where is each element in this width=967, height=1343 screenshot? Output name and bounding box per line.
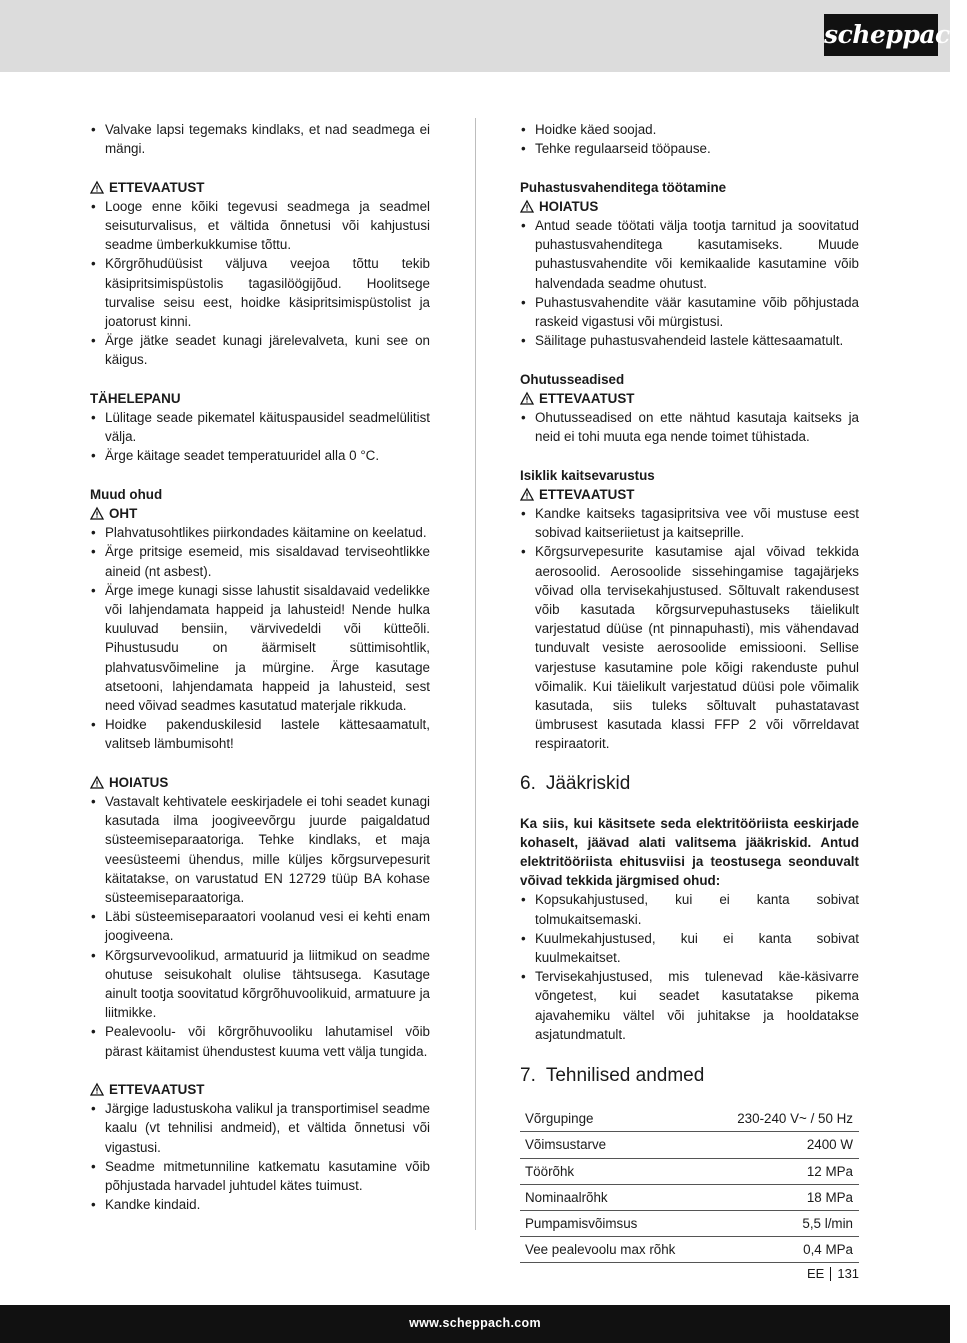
list-item: • Ärge käitage seadet temperatuuridel alla 0 °C. — [90, 446, 430, 465]
list-item: • Kandke kindaid. — [90, 1195, 430, 1214]
list-item: • Plahvatusohtlikes piirkondades käitamine on keelatud. — [90, 523, 430, 542]
section-title-technical-data: 7. Tehnilised andmed — [520, 1065, 705, 1087]
list-item: • Järgige ladustuskoha valikul ja transportimisel seadme kaalu (vt tehnilisi andmeid), et vältida õnnetusi või vigastusi. — [90, 1099, 430, 1157]
caution-list — [90, 197, 430, 370]
spec-label: Nominaalrõhk — [520, 1184, 710, 1210]
technical-data-table — [520, 1106, 859, 1263]
spec-value: 2400 W — [710, 1132, 859, 1158]
spec-label: Vee pealevoolu max rõhk — [520, 1237, 710, 1263]
list-item: • Puhastusvahendite väär kasutamine võib põhjustada raskeid vigastusi või mürgistusi. — [520, 293, 859, 331]
caution-heading: ETTEVAATUST — [90, 1080, 430, 1099]
list-item: • Säilitage puhastusvahendeid lastele kättesaamatult. — [520, 331, 859, 350]
list-item: • Tervisekahjustused, mis tulenevad käe-käsivarre võngetest, kui seadet kasutatakse pikema ajavahemiku vältel või juhitakse ja hooldatakse asjatundmatult. — [520, 967, 859, 1044]
spec-value: 230-240 V~ / 50 Hz — [710, 1106, 859, 1132]
list-item: • Kuulmekahjustused, kui ei kanta sobivat kuulmekaitset. — [520, 929, 859, 967]
spec-value: 12 MPa — [710, 1158, 859, 1184]
caution-heading: ETTEVAATUST — [90, 178, 430, 197]
spec-label: Võrgupinge — [520, 1106, 710, 1132]
list-item: • Valvake lapsi tegemaks kindlaks, et nad seadmega ei mängi. — [90, 120, 430, 158]
list-item: • Hoidke käed soojad. — [520, 120, 859, 139]
list-item: • Tehke regulaarseid tööpause. — [520, 139, 859, 158]
notice-heading: TÄHELEPANU — [90, 390, 181, 406]
scheppach-logo: scheppach — [824, 14, 938, 56]
page-header — [0, 0, 967, 72]
warning-triangle-icon — [90, 1083, 104, 1096]
spec-label: Pumpamisvõimsus — [520, 1210, 710, 1236]
table-row — [520, 1132, 859, 1158]
list-item: • Läbi süsteemiseparaatori voolanud vesi ei kehti enam joogiveena. — [90, 907, 430, 945]
website-url[interactable]: www.scheppach.com — [409, 1316, 541, 1330]
list-item: • Kõrgrõhudüüsist väljuva veejoa tõttu tekib käsipritsimispüstolis tagasilöögijõud. Hoolitsege turvalise seisu eest, hoidke käsipritsimispüstolist ja joatorust kinni. — [90, 254, 430, 331]
ppe-list — [520, 504, 859, 754]
danger-list — [90, 523, 430, 753]
table-row — [520, 1237, 859, 1263]
spec-label: Töörõhk — [520, 1158, 710, 1184]
list-item: • Hoidke pakenduskilesid lastele kättesaamatult, valitseb lämbumisoht! — [90, 715, 430, 753]
column-divider — [475, 118, 476, 1230]
list-item: • Kopsukahjustused, kui ei kanta sobivat tolmukaitsemaski. — [520, 890, 859, 928]
intro-list — [90, 120, 430, 158]
list-item: • Ärge imege kunagi sisse lahustit sisaldavaid vedelikke või lahjendamata happeid ja lahusteid! Nende hulka kuuluvad bensiin, värvivedeldi või kütteõli. Pihustusudu on äärmiselt süttimisohtlik, plahvatusvõimeline ja mürgine. Ärge kasutage atsetooni, lahjendamata happeid ja lahusteid, sest need võivad seadmes kasutatud materjale rikkuda. — [90, 581, 430, 715]
cleaning-list — [520, 216, 859, 350]
intro-list — [520, 120, 859, 158]
spec-value: 5,5 l/min — [710, 1210, 859, 1236]
spec-value: 0,4 MPa — [710, 1237, 859, 1263]
list-item: • Seadme mitmetunniline katkematu kasutamine võib põhjustada harvadel juhtudel kätes tuimust. — [90, 1157, 430, 1195]
ppe-heading: Isiklik kaitsevarustus — [520, 467, 655, 483]
cleaning-heading: Puhastusvahenditega töötamine — [520, 179, 727, 195]
warning-list — [90, 792, 430, 1061]
caution-heading: ETTEVAATUST — [520, 389, 859, 408]
section-title-residual-risks: 6. Jääkriskid — [520, 772, 631, 794]
list-item: • Looge enne kõiki tegevusi seadmega ja seadmel seisuturvalisus, et vältida õnnetusi või kahjustusi seadme ümberkukkumise tõttu. — [90, 197, 430, 255]
notice-list — [90, 408, 430, 466]
list-item: • Kõrgsurvepesurite kasutamise ajal võivad tekkida aerosoolid. Aerosoolide sissehingamise tagajärjeks võivad olla tervisekahjustused. Sõltuvalt rakendusest võib kasutada kõrgsurvepuhastuseks täielikult varjestatud düüse (nt pinnapuhasti), mis vähendavad tunduvalt vesiste aerosoolide emissiooni. Sellise varjestuse kasutamine pole kõigi rakenduste puhul võimalik. Kui täielikult varjestatud düüsi pole võimalik kasutada, siis tuleks sõltuvalt puhastatavast ümbrusest kasutada klassi FFP 2 või võrreldavat respiraatorit. — [520, 542, 859, 753]
list-item: • Kandke kaitseks tagasipritsiva vee või mustuse eest sobivad kaitseriietust ja kaitseprille. — [520, 504, 859, 542]
residual-risks-intro: Ka siis, kui käsitsete seda elektritööriista eeskirjade kohaselt, jäävad alati valitsema jääkriskid. Antud elektritööriista ehitusviisi ja teostusega seonduvalt võivad tekkida järgmised ohud: — [520, 815, 859, 889]
warning-triangle-icon — [90, 507, 104, 520]
other-hazards-heading: Muud ohud — [90, 486, 163, 502]
table-row — [520, 1210, 859, 1236]
spec-label: Võimsustarve — [520, 1132, 710, 1158]
list-item: • Ärge pritsige esemeid, mis sisaldavad terviseohtlikke aineid (nt asbest). — [90, 542, 430, 580]
spec-value: 18 MPa — [710, 1184, 859, 1210]
warning-triangle-icon — [520, 200, 534, 213]
page-number: EE 131 — [807, 1266, 860, 1281]
list-item: • Ärge jätke seadet kunagi järelevalveta, kuni see on käigus. — [90, 331, 430, 369]
caution-list — [90, 1099, 430, 1214]
danger-heading: OHT — [90, 504, 430, 523]
table-row — [520, 1106, 859, 1132]
warning-triangle-icon — [520, 392, 534, 405]
table-row — [520, 1158, 859, 1184]
list-item: • Antud seade töötati välja tootja tarnitud ja soovitatud puhastusvahenditega kasutamiseks. Muude puhastusvahendite või kemikaalide kasutamine võib halvendada seadme ohutust. — [520, 216, 859, 293]
safety-devices-heading: Ohutusseadised — [520, 371, 625, 387]
residual-risks-list — [520, 890, 859, 1044]
warning-triangle-icon — [520, 488, 534, 501]
list-item: • Pealevoolu- või kõrgrõhuvooliku lahutamisel võib pärast käitamist ühendustest kuuma vett välja tungida. — [90, 1022, 430, 1060]
warning-heading: HOIATUS — [90, 773, 430, 792]
left-column — [90, 120, 430, 1215]
safety-devices-list — [520, 408, 859, 446]
warning-triangle-icon — [90, 181, 104, 194]
list-item: • Vastavalt kehtivatele eeskirjadele ei tohi seadet kunagi kasutada ilma joogiveevõrgu juurde paigaldatud süsteemiseparaatoriga. Tehke kindlaks, et maja veesüsteemi ühendus, mille küljes kõrgsurvepesurit käitatakse, on varustatud EN 12729 tüüp BA kohase süsteemiseparaatoriga. — [90, 792, 430, 907]
page-footer — [0, 1305, 950, 1343]
list-item: • Lülitage seade pikematel käituspausidel seadmelülitist välja. — [90, 408, 430, 446]
table-row — [520, 1184, 859, 1210]
list-item: • Kõrgsurvevoolikud, armatuurid ja liitmikud on seadme ohutuse seisukohalt olulise tähtsusega. Kasutage ainult tootja soovitatud kõrgrõhuvoolikuid, armatuure ja liitmikke. — [90, 946, 430, 1023]
right-column — [520, 120, 859, 1263]
caution-heading: ETTEVAATUST — [520, 485, 859, 504]
warning-heading: HOIATUS — [520, 197, 859, 216]
list-item: • Ohutusseadised on ette nähtud kasutaja kaitseks ja neid ei tohi muuta ega nende toimet tühistada. — [520, 408, 859, 446]
warning-triangle-icon — [90, 776, 104, 789]
